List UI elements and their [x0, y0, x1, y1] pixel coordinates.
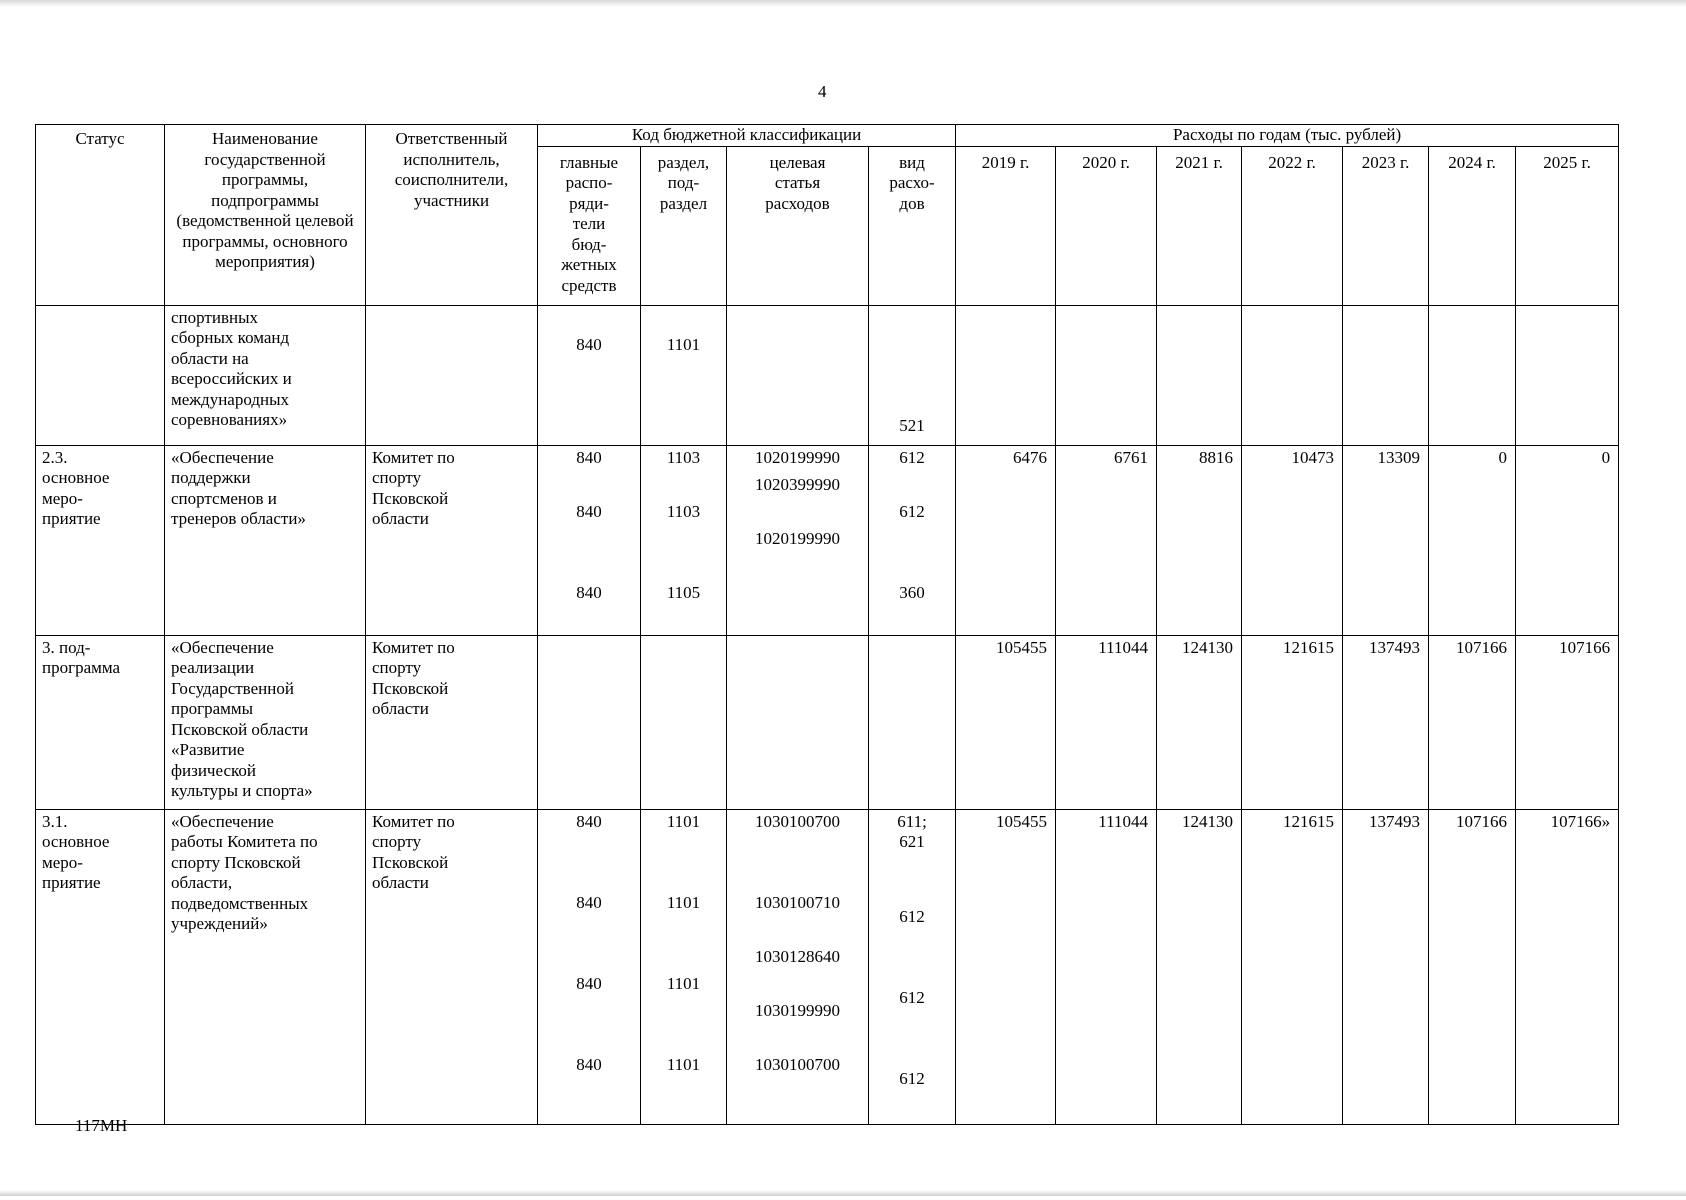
type-code-line [875, 880, 949, 907]
year-value-cell: 105455 [956, 809, 1056, 1124]
grbs-code-line: 840 [576, 334, 602, 354]
type-cell [869, 445, 956, 635]
type-code-line [875, 389, 949, 416]
col-header-year-2021: 2021 г. [1157, 146, 1242, 305]
grbs-code-line: 840 [576, 811, 602, 831]
section-cell [641, 445, 727, 635]
footer-code: 117МН [75, 1116, 128, 1135]
name-cell: спортивных сборных команд области на всероссийских и международных соревнованиях» [165, 305, 366, 445]
year-value-cell: 6476 [956, 445, 1056, 635]
type-code-line [875, 556, 949, 583]
year-value-cell [1343, 305, 1429, 445]
status-cell: 2.3. основное меро- приятие [36, 445, 165, 635]
type-code-line: 612 [899, 987, 925, 1007]
header-row-group [36, 125, 1619, 147]
col-header-status [36, 125, 165, 306]
type-code-line [875, 475, 949, 502]
name-cell: «Обеспечение работы Комитета по спорту Псковской области, подведомственных учреждений» [165, 809, 366, 1124]
col-header-executor [366, 125, 538, 306]
section-code-line [647, 1001, 720, 1028]
table-row [36, 305, 1619, 445]
col-header-executor-text: Ответственный исполнитель, соисполнители, участники [394, 129, 509, 210]
target-code-line [733, 308, 862, 335]
section-code-line: 1103 [666, 447, 701, 467]
status-cell: 3.1. основное меро- приятие [36, 809, 165, 1124]
section-code-line: 1103 [666, 501, 701, 521]
year-value-cell: 124130 [1157, 809, 1242, 1124]
status-cell: 3. под- программа [36, 635, 165, 809]
col-header-target-item: целевая статья расходов [727, 146, 869, 305]
target-code-line [733, 583, 862, 610]
type-code-line: 612 [899, 906, 925, 926]
section-code-line [647, 308, 720, 335]
grbs-code-line: 840 [576, 582, 602, 602]
grbs-cell [538, 635, 641, 809]
col-header-status-text: Статус [75, 129, 125, 148]
year-value-cell [956, 305, 1056, 445]
section-code-line [647, 866, 720, 893]
section-code-line [647, 389, 720, 416]
year-value-cell: 111044 [1056, 809, 1157, 1124]
type-code-line [875, 1015, 949, 1042]
target-code-line: 1020199990 [755, 528, 840, 548]
table-body [36, 305, 1619, 1124]
year-value-cell: 6761 [1056, 445, 1157, 635]
col-header-year-2024: 2024 г. [1429, 146, 1516, 305]
section-code-line [647, 475, 720, 502]
grbs-code-line [544, 920, 634, 947]
target-code-line [733, 362, 862, 389]
col-group-budget-code-text: Код бюджетной классификации [631, 125, 862, 144]
target-code-line: 1030128640 [755, 946, 840, 966]
target-cell [727, 445, 869, 635]
col-header-year-2022: 2022 г. [1242, 146, 1343, 305]
year-value-cell: 107166 [1516, 635, 1619, 809]
grbs-code-line [544, 389, 634, 416]
target-code-line: 1030100700 [755, 811, 840, 831]
grbs-code-line [544, 947, 634, 974]
year-value-cell: 137493 [1343, 809, 1429, 1124]
year-value-cell [1242, 305, 1343, 445]
col-group-budget-code [538, 125, 956, 147]
target-code-line [733, 1028, 862, 1055]
grbs-code-line [544, 556, 634, 583]
section-cell [641, 635, 727, 809]
grbs-code-line [544, 362, 634, 389]
year-value-cell: 121615 [1242, 809, 1343, 1124]
year-value-cell: 10473 [1242, 445, 1343, 635]
grbs-code-line [544, 1001, 634, 1028]
name-cell: «Обеспечение реализации Государственной программы Псковской области «Развитие физической культуры и спорта» [165, 635, 366, 809]
section-code-line [647, 556, 720, 583]
section-code-line: 1101 [666, 334, 701, 354]
section-cell [641, 305, 727, 445]
table-row [36, 809, 1619, 1124]
grbs-cell [538, 809, 641, 1124]
col-header-name [165, 125, 366, 306]
year-value-cell: 107166 [1429, 809, 1516, 1124]
target-cell [727, 635, 869, 809]
type-code-line: 521 [899, 415, 925, 435]
section-code-line: 1101 [666, 892, 701, 912]
col-header-expense-type: вид расхо- дов [869, 146, 956, 305]
section-code-line: 1101 [666, 973, 701, 993]
year-value-cell: 0 [1429, 445, 1516, 635]
target-code-line [733, 502, 862, 529]
type-code-line: 612 [899, 1068, 925, 1088]
year-value-cell: 105455 [956, 635, 1056, 809]
section-code-line: 1101 [666, 811, 701, 831]
year-value-cell: 124130 [1157, 635, 1242, 809]
status-cell [36, 305, 165, 445]
grbs-code-line [544, 529, 634, 556]
target-code-line [733, 974, 862, 1001]
type-cell [869, 305, 956, 445]
grbs-code-line [544, 839, 634, 866]
type-code-line: 612 [899, 501, 925, 521]
year-value-cell [1429, 305, 1516, 445]
page-number: 4 [818, 82, 827, 101]
scan-edge-bottom [0, 1190, 1686, 1196]
target-cell [727, 809, 869, 1124]
section-code-line [647, 529, 720, 556]
scan-edge-top [0, 0, 1686, 7]
executor-cell: Комитет по спорту Псковской области [366, 635, 538, 809]
grbs-code-line: 840 [576, 501, 602, 521]
year-value-cell [1516, 305, 1619, 445]
grbs-code-line [544, 475, 634, 502]
grbs-code-line: 840 [576, 1054, 602, 1074]
target-code-line: 1030199990 [755, 1000, 840, 1020]
target-code-line [733, 389, 862, 416]
type-code-line [875, 1042, 949, 1069]
type-code-line: 612 [899, 447, 925, 467]
executor-cell [366, 305, 538, 445]
grbs-code-line [544, 866, 634, 893]
year-value-cell [1157, 305, 1242, 445]
type-cell [869, 809, 956, 1124]
year-value-cell: 121615 [1242, 635, 1343, 809]
target-cell [727, 305, 869, 445]
type-cell [869, 635, 956, 809]
target-code-line [733, 556, 862, 583]
type-code-line [875, 853, 949, 880]
col-header-year-2019: 2019 г. [956, 146, 1056, 305]
col-header-year-2020: 2020 г. [1056, 146, 1157, 305]
grbs-code-line: 840 [576, 973, 602, 993]
section-cell [641, 809, 727, 1124]
type-code-line: 360 [899, 582, 925, 602]
col-group-expenses [956, 125, 1619, 147]
name-cell: «Обеспечение поддержки спортсменов и тренеров области» [165, 445, 366, 635]
year-value-cell: 111044 [1056, 635, 1157, 809]
year-value-cell: 8816 [1157, 445, 1242, 635]
section-code-line [647, 1028, 720, 1055]
target-code-line [733, 416, 862, 443]
budget-table [35, 124, 1619, 1125]
col-header-year-2025: 2025 г. [1516, 146, 1619, 305]
target-code-line [733, 335, 862, 362]
target-code-line: 1020399990 [755, 474, 840, 494]
target-code-line: 1030100700 [755, 1054, 840, 1074]
section-code-line [647, 362, 720, 389]
grbs-code-line: 840 [576, 892, 602, 912]
executor-cell: Комитет по спорту Псковской области [366, 809, 538, 1124]
type-code-line [875, 529, 949, 556]
target-code-line: 1030100710 [755, 892, 840, 912]
grbs-code-line [544, 1028, 634, 1055]
year-value-cell: 13309 [1343, 445, 1429, 635]
year-value-cell [1056, 305, 1157, 445]
section-code-line: 1105 [666, 582, 701, 602]
section-code-line [647, 416, 720, 443]
section-code-line [647, 920, 720, 947]
year-value-cell: 0 [1516, 445, 1619, 635]
type-code-line: 611; 621 [897, 811, 927, 851]
section-code-line [647, 839, 720, 866]
grbs-cell [538, 305, 641, 445]
grbs-code-line [544, 308, 634, 335]
type-code-line [875, 362, 949, 389]
col-header-name-text: Наименование государственной программы, подпрограммы (ведомственной целевой программы, основного мероприятия) [176, 129, 354, 271]
target-code-line: 1020199990 [755, 447, 840, 467]
section-code-line [647, 947, 720, 974]
col-header-section: раздел, под- раздел [641, 146, 727, 305]
section-code-line: 1101 [666, 1054, 701, 1074]
table-row [36, 445, 1619, 635]
col-group-expenses-text: Расходы по годам (тыс. рублей) [1172, 125, 1402, 144]
target-code-line [733, 839, 862, 866]
type-code-line [875, 308, 949, 335]
year-value-cell: 107166 [1429, 635, 1516, 809]
type-code-line [875, 335, 949, 362]
col-header-year-2023: 2023 г. [1343, 146, 1429, 305]
target-code-line [733, 866, 862, 893]
year-value-cell: 107166» [1516, 809, 1619, 1124]
grbs-cell [538, 445, 641, 635]
col-header-grbs: главные распо- ряди- тели бюд- жетных средств [538, 146, 641, 305]
grbs-code-line: 840 [576, 447, 602, 467]
type-code-line [875, 934, 949, 961]
grbs-code-line [544, 416, 634, 443]
table-row [36, 635, 1619, 809]
type-code-line [875, 961, 949, 988]
year-value-cell: 137493 [1343, 635, 1429, 809]
target-code-line [733, 920, 862, 947]
executor-cell: Комитет по спорту Псковской области [366, 445, 538, 635]
